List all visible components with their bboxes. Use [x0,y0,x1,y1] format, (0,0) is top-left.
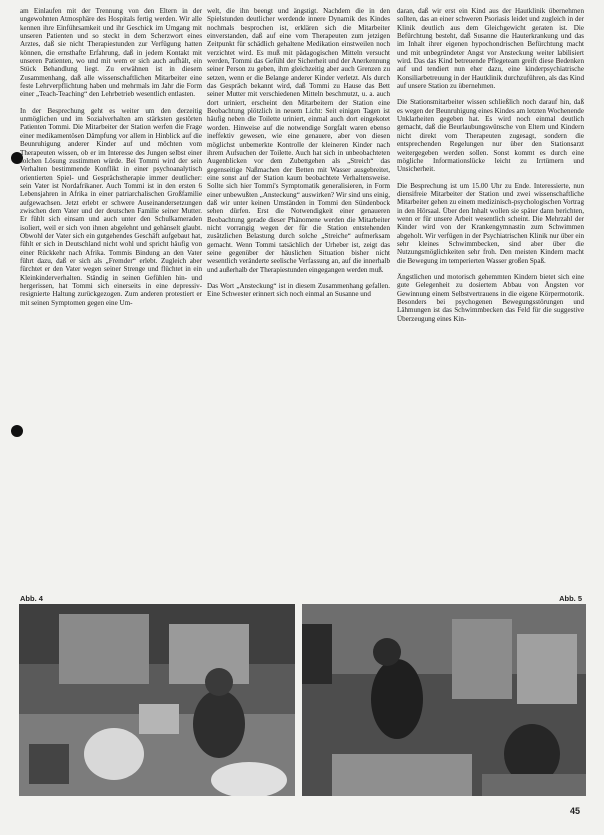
text-column-3 [397,7,584,587]
paragraph: am Einlaufen mit der Trennung von den Eltern in der ungewohnten Atmosphäre des Hospitals fertig werden. Wir alle kennen ihre Einführsamkeit und ihr Geschick im Umgang mit unseren Patienten und so steckt in dem Scherzwort eines Arztes, daß sie nicht Therapiestunden zur Verfügung hatten können, die ernsthafte Erfahrung, daß in jedem Kontakt mit unseren Patienten, wo und mit wem er sich auch aufhält, ein Stück Behandlung liegt. Zu erwähnen ist in diesem Zusammenhang, daß alle wissenschaftlichen Mitarbeiter eine feste Lehrverpflichtung haben und mehrmals im Jahr die Form einer „Teach-Teaching“ den Lehrbetrieb wesentlich entlasten. [20,7,202,99]
text-column-1 [20,7,202,587]
paragraph: Ängstlichen und motorisch gehemmten Kindern bietet sich eine gute Gelegenheit zu dosiertem Abbau von Ängsten vor Gewinnung einem Selbstvertrauens in die eigene Körpermotorik. Besonders bei psychogenen Bewegungsstörungen und Lähmungen ist das Schwimmbecken das Feld für die suggestive Überzeugung eines Kin- [397,272,584,323]
paragraph: Die Stationsmitarbeiter wissen schließlich noch darauf hin, daß es wegen der Beunruhigung eines Kindes am letzten Wochenende Unklarheiten gegeben hat. Es wird noch einmal deutlich gemacht, daß die Beurlaubungswünsche von Eltern und Kindern nicht direkt vom Therapeuten zugesagt, sondern die entsprechenden Regelungen nur über den Stationsarzt weitergegeben werden sollen. Sonst kommt es durch eine mögliche Informationslücke leicht zu Irrtümern und Unsicherheit. [397,98,584,174]
figure-caption-right: Abb. 5 [559,594,582,603]
paragraph: In der Besprechung geht es weiter um den derzeitig unmöglichen und im Sozialverhalten am stärksten gestörten Patienten Tommi. Die Mitarbeiter der Station werfen die Frage einer medikamentösen Dämpfung vor allem in Hinblick auf die Beunruhigung anderer Kinder auf und möchten vom Therapeuten wissen, ob er im Interesse des Jungen selbst einer solchen Lösung zustimmen würde. Bei Tommi wird der sein Verhalten bestimmende Konflikt in einer psychoanalytisch orientierten Spiel- und Gesprächstherapie immer deutlicher: sein Vater ist Nordafrikaner. Auch Tommi ist in den ersten 6 Lebensjahren in Afrika in einer patriarchalischen Großfamilie aufgewachsen. Jetzt erlebt er schwere Auseinandersetzungen zwischen dem Vater und der deutschen Familie seiner Mutter. Er fühlt sich einsam und auch unter den Schulkameraden isoliert, weil er sich von ihnen abgelehnt und gehänselt glaubt. Obwohl der Vater sich ein gutgehendes Geschäft aufgebaut hat, fühlt er sich in Deutschland nicht wohl und spricht häufig von einer Rückkehr nach Afrika. Tommis Bindung an den Vater führt dazu, daß er sich als „Fremder“ erlebt. Zugleich aber fürchtet er den Vater wegen seiner Strenge und flüchtet in ein Kleinkinderverhalten. Ständig in seinen Gefühlen hin- und hergerissen, hat Tommi sich einerseits in eine depressiv-resignierte Haltung zurückgezogen. Zum anderen protestiert er mit seinen Symptomen gegen eine Um- [20,106,202,307]
paragraph: daran, daß wir erst ein Kind aus der Hautklinik übernehmen sollten, das an einer schweren Psoriasis leidet und zugleich in der Klinik deutlich aus dem Gleichgewicht geraten ist. Die Befürchtung besteht, daß Susanne die Hauterkrankung und das im Inhalt ihrer eigenen hypochondrischen Befürchtung macht und mit unbegründeter Angst vor Ansteckung weiter labilisiert wird. Das das Kind betreuende Pflegeteam greift diese Bedenken auf und tendiert nun eher dazu, eine kinderpsychiatrische Konsiliarbetreuung in der Hautklinik durchzuführen, als das Kind auf unsere Station zu übernehmen. [397,7,584,91]
page-number: 45 [570,806,581,816]
paragraph: Die Besprechung ist um 15.00 Uhr zu Ende. Interessierte, nun diensifreie Mitarbeiter der Station und zwei wissenschaftliche Mitarbeiter gehen zu einem medizinisch-psychologischen Vortrag in den Hörsaal. Über den Inhalt wollen sie später dann berichten, wenn er für unsere Arbeit wesentlich scheint. Die Mehrzahl der Kinder wird von der Krankengymnastin zum Schwimmen abgeholt. Wir verfügen in der Psychiatrischen Klinik nur über ein sehr kleines Schwimmbecken, sind aber über die Nutzungsmöglichkeiten sehr froh. Den meisten Kindern macht die Bewegung im temperierten Wasser großen Spaß. [397,181,584,265]
photo-left [19,604,295,796]
photo-right [302,604,586,796]
figure-caption-left: Abb. 4 [20,594,43,603]
text-column-2 [207,7,390,587]
paragraph: Das Wort „Ansteckung“ ist in diesem Zusammenhang gefallen. Eine Schwester erinnert sich noch einmal an Susanne und [207,282,390,299]
paragraph: welt, die ihn beengt und ängstigt. Nachdem die in den Spielstunden deutlicher werdende innere Dynamik des Kindes nochmals besprochen ist, erklären sich die Mitarbeiter einverstanden, daß auf eine vom Therapeuten zum jetzigen Zeitpunkt für schädlich gehaltene Medikation einstweilen noch verzichtet wird. Es muß mit pädagogischen Mitteln versucht werden, Tommi das Gefühl der Sicherheit und der Anerkennung seiner Person zu geben, ihm gleichzeitig aber auch Grenzen zu setzen, wenn er die Belange anderer Kinder verletzt. Als durch das Gespräch bekannt wird, daß Tommi zu Hause das Bett seiner Mutter mit verschiedenen Mitteln beschmutzt, u. a. auch dort uriniert, erscheint den Mitarbeitern der Station eine Beobachtung plötzlich in neuem Licht: Seit einigen Tagen ist häufig neben die Toilette uriniert, einmal auch dort eingekotet worden. Hinweise auf die notwendige Sorgfalt waren ebenso ineffektiv gewesen, wie eine genauere, aber von diesen möglichst unbemerkte Kontrolle der kleineren Kinder nach ihrem Aufsuchen der Toilette. Auch hat sich in unbeobachteten Augenblicken vor dem Zubettgehen als „Streich“ das gegenseitige Naßmachen der Betten mit Wasser ausgebreitet, eine sonst auf der Station kaum beobachtete Verhaltensweise. Sollte sich hier Tommi's Symptomatik generalisieren, in Form einer unbewußten „Ansteckung“ auswirken? Wir sind uns einig, daß wir unter keinen Umständen in Tommi den Sündenbock sehen dürfen. Erst die Notwendigkeit einer genaueren Beobachtung gerade dieser Phänomene werden die Mitarbeiter nicht vorrangig wegen der für die Station entstehenden zusätzlichen Belastung durch solche „Streiche“ aufmerksam gemacht. Wenn Tommi tatsächlich der Urheber ist, zeigt das seine gegenüber der häuslichen Situation bisher nicht wesentlich veränderte seelische Verfassung an, auf die innerhalb und außerhalb der Therapiestunden eingegangen werden muß. [207,7,390,274]
